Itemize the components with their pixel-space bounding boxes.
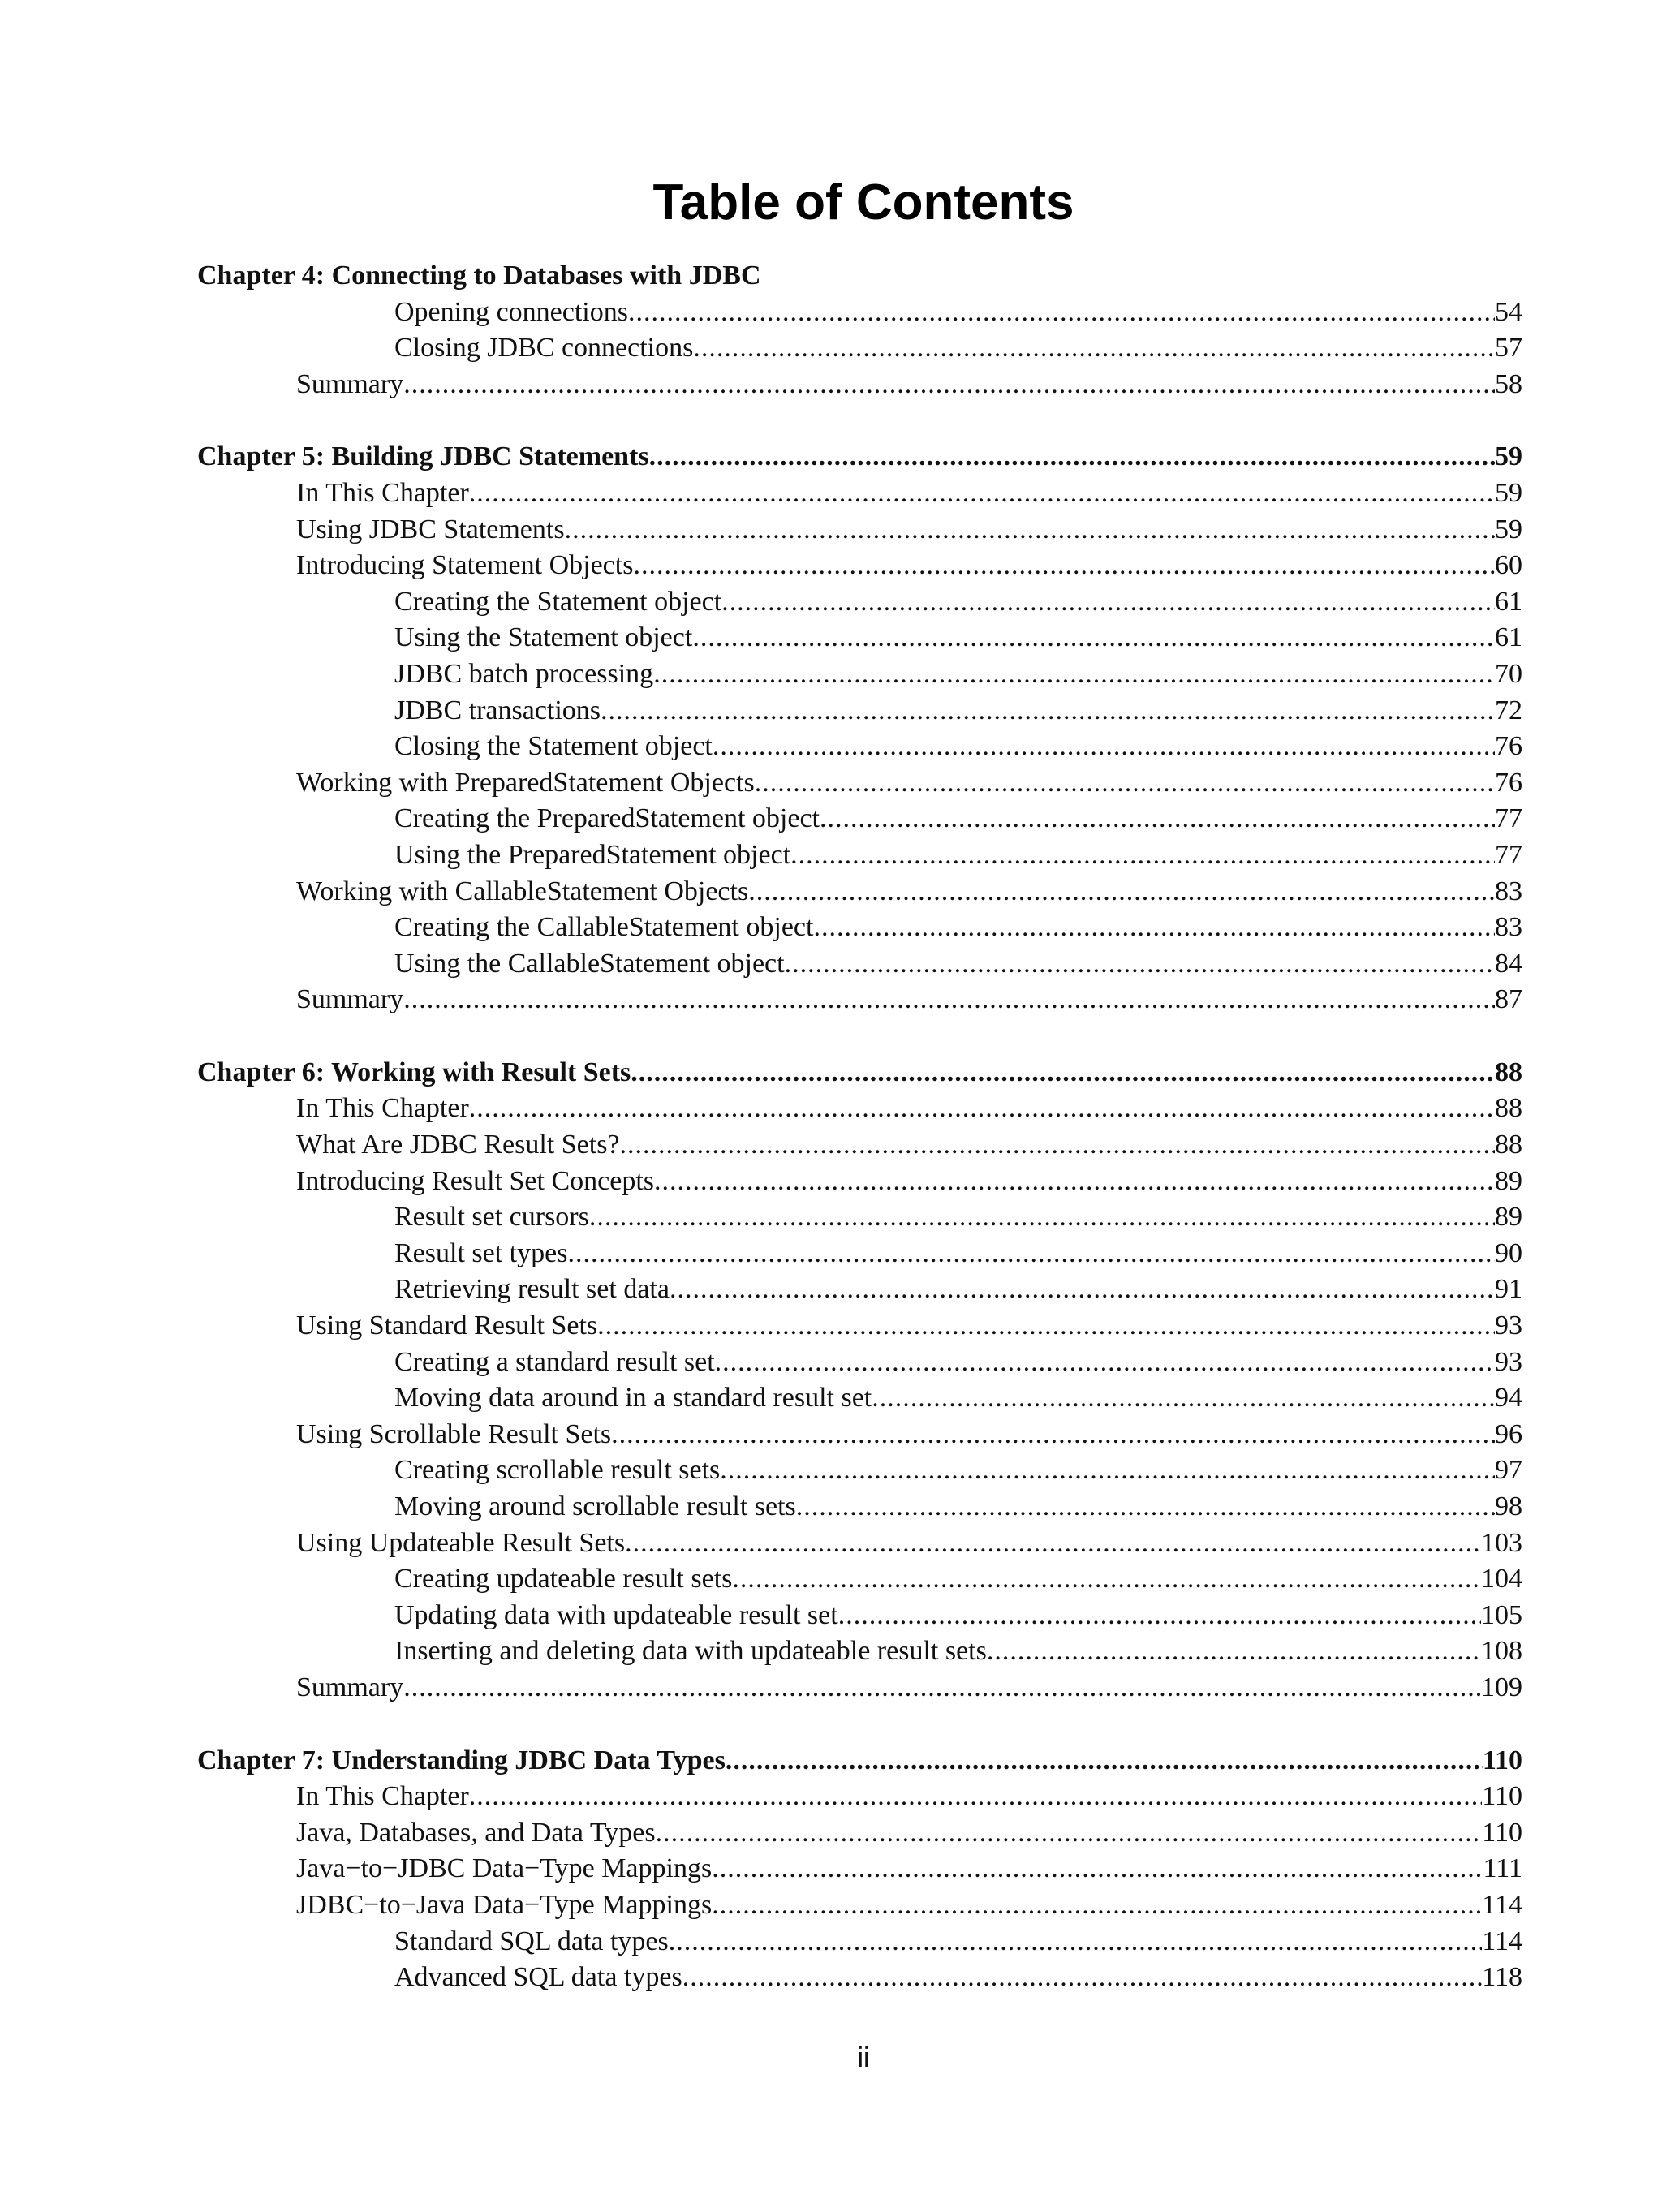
toc-entry-page: 54 (1495, 296, 1522, 327)
toc-entry-page: 90 (1495, 1237, 1522, 1268)
toc-entry (197, 1308, 1522, 1345)
toc-entry-page: 60 (1495, 550, 1522, 581)
toc-entry (197, 874, 1522, 910)
toc-entry-page: 103 (1481, 1527, 1522, 1558)
toc-entry-label: Result set cursors (394, 1202, 589, 1233)
toc-entry-label: Chapter 7: Understanding JDBC Data Types (197, 1745, 726, 1775)
chapter-spacer (197, 402, 1522, 439)
toc-entry (197, 1851, 1522, 1887)
dot-leader (713, 729, 1495, 765)
toc-entry (197, 1164, 1522, 1200)
dot-leader (633, 548, 1495, 584)
dot-leader (692, 620, 1495, 656)
dot-leader (597, 1308, 1495, 1345)
dot-leader (567, 1236, 1495, 1272)
toc-entry (197, 1924, 1522, 1960)
toc-entry (197, 1236, 1522, 1272)
toc-entry-label: Retrieving result set data (394, 1274, 670, 1305)
dot-leader (715, 1345, 1495, 1381)
toc-entry-label: What Are JDBC Result Sets? (296, 1130, 620, 1160)
dot-leader (669, 1924, 1483, 1960)
chapter-heading (197, 439, 1522, 476)
toc-entry (197, 620, 1522, 656)
toc-entry-page: 93 (1495, 1346, 1522, 1377)
dot-leader (721, 584, 1495, 621)
chapter-heading (197, 258, 1522, 295)
dot-leader (785, 946, 1495, 983)
toc-entry-page: 118 (1482, 1962, 1522, 1993)
toc-entry-label: Using Updateable Result Sets (296, 1527, 626, 1558)
toc-entry-page: 97 (1495, 1455, 1522, 1486)
toc-entry-page: 70 (1495, 658, 1522, 689)
dot-leader (712, 1887, 1482, 1924)
toc-entry (197, 765, 1522, 802)
toc-entry (197, 910, 1522, 946)
dot-leader (611, 1417, 1495, 1453)
toc-entry-label: Introducing Statement Objects (296, 550, 634, 581)
toc-entry-page: 108 (1481, 1636, 1522, 1667)
toc-entry (197, 729, 1522, 765)
toc-entry-label: In This Chapter (296, 1093, 469, 1124)
toc-entry (197, 1272, 1522, 1308)
toc-entry (197, 295, 1522, 331)
page-title: Table of Contents (652, 174, 1074, 230)
dot-leader (469, 1091, 1495, 1127)
dot-leader (682, 1960, 1483, 1996)
toc-entry (197, 1526, 1522, 1562)
toc-entry-label: JDBC transactions (394, 695, 601, 725)
toc-entry (197, 1127, 1522, 1164)
toc-entry-page: 114 (1482, 1926, 1522, 1956)
toc-entry-page: 58 (1495, 368, 1522, 399)
toc-entry-page: 94 (1495, 1383, 1522, 1414)
toc-entry-page: 84 (1495, 948, 1522, 979)
toc-entry (197, 1633, 1522, 1670)
chapter-heading (197, 1743, 1522, 1779)
toc-entry-label: Creating the PreparedStatement object (394, 803, 820, 834)
toc-entry-page: 110 (1482, 1817, 1522, 1848)
toc-entry (197, 1960, 1522, 1996)
toc-entry-page: 105 (1481, 1599, 1522, 1630)
toc-entry-page: 83 (1495, 876, 1522, 906)
dot-leader (620, 1127, 1495, 1164)
toc-entry-page: 89 (1495, 1202, 1522, 1233)
toc-entry-page: 93 (1495, 1310, 1522, 1341)
toc-entry-label: Using the CallableStatement object (394, 948, 785, 979)
toc-entry-page: 114 (1482, 1889, 1522, 1920)
toc-entry (197, 330, 1522, 367)
toc-entry-page: 110 (1482, 1745, 1522, 1775)
toc-entry (197, 656, 1522, 693)
toc-entry-label: Closing JDBC connections (394, 333, 694, 364)
toc-entry (197, 1489, 1522, 1526)
dot-leader (565, 512, 1495, 549)
page-number: ii (857, 2042, 870, 2073)
toc-entry-page: 91 (1495, 1274, 1522, 1305)
toc-entry (197, 1345, 1522, 1381)
toc-entry-label: In This Chapter (296, 1781, 469, 1812)
toc-entry (197, 584, 1522, 621)
dot-leader (631, 1055, 1495, 1091)
toc-entry (197, 837, 1522, 874)
toc-entry-page: 109 (1481, 1672, 1522, 1702)
toc-entry-page: 111 (1483, 1853, 1522, 1884)
toc-entry-page: 77 (1495, 839, 1522, 870)
chapter-heading (197, 1055, 1522, 1091)
toc-entry-label: Summary (296, 368, 404, 399)
toc-entry-label: Working with PreparedStatement Objects (296, 767, 755, 798)
dot-leader (653, 656, 1495, 693)
dot-leader (838, 1598, 1481, 1634)
toc-entry (197, 1598, 1522, 1634)
toc-entry (197, 1887, 1522, 1924)
dot-leader (987, 1633, 1481, 1670)
toc-entry-label: Moving data around in a standard result set (394, 1383, 872, 1414)
toc-entry-page: 59 (1495, 514, 1522, 544)
toc-entry-label: Java−to−JDBC Data−Type Mappings (296, 1853, 713, 1884)
toc-entry-page: 87 (1495, 984, 1522, 1015)
toc-entry (197, 1779, 1522, 1815)
toc-entry-page: 59 (1495, 477, 1522, 508)
toc-entry-label: Using Scrollable Result Sets (296, 1418, 612, 1449)
toc-entry-label: Chapter 5: Building JDBC Statements (197, 441, 649, 472)
toc-entry-label: Using Standard Result Sets (296, 1310, 598, 1341)
toc-entry-label: JDBC batch processing (394, 658, 654, 689)
toc-entry-label: Creating scrollable result sets (394, 1455, 721, 1486)
toc-entry-page: 89 (1495, 1165, 1522, 1196)
dot-leader (693, 330, 1495, 367)
toc-entry-page: 104 (1481, 1564, 1522, 1594)
toc-entry-label: Java, Databases, and Data Types (296, 1817, 656, 1848)
toc-entry-label: Creating the Statement object (394, 586, 722, 617)
toc-entry-page: 88 (1495, 1057, 1522, 1087)
toc-entry-label: Summary (296, 984, 404, 1015)
toc-entry-page: 88 (1495, 1093, 1522, 1124)
toc-entry (197, 1380, 1522, 1417)
dot-leader (469, 1779, 1482, 1815)
toc-entry-page: 57 (1495, 333, 1522, 364)
toc-entry-label: Creating updateable result sets (394, 1564, 733, 1594)
dot-leader (656, 1815, 1483, 1852)
toc-entry-label: JDBC−to−Java Data−Type Mappings (296, 1889, 713, 1920)
toc-entry (197, 1815, 1522, 1852)
dot-leader (796, 1489, 1495, 1526)
dot-leader (589, 1199, 1495, 1236)
toc-entry-page: 98 (1495, 1491, 1522, 1521)
toc-entry (197, 367, 1522, 403)
toc-entry-label: Creating the CallableStatement object (394, 912, 814, 943)
toc-entry (197, 476, 1522, 512)
dot-leader (625, 1526, 1481, 1562)
toc-entry-label: Closing the Statement object (394, 731, 713, 762)
toc-entry-label: Updating data with updateable result set (394, 1599, 838, 1630)
dot-leader (712, 1851, 1483, 1887)
chapter-spacer (197, 1018, 1522, 1055)
dot-leader (403, 367, 1495, 403)
toc-entry (197, 1670, 1522, 1706)
toc-entry-label: Result set types (394, 1237, 568, 1268)
toc-entry-label: Using JDBC Statements (296, 514, 565, 544)
dot-leader (649, 439, 1495, 476)
toc-entry-label: Chapter 6: Working with Result Sets (197, 1057, 631, 1087)
toc-entry (197, 801, 1522, 837)
dot-leader (790, 837, 1495, 874)
toc-entry (197, 693, 1522, 729)
toc-entry (197, 1091, 1522, 1127)
toc-entry-label: Summary (296, 1672, 404, 1702)
toc-entry-label: Moving around scrollable result sets (394, 1491, 796, 1521)
dot-leader (820, 801, 1495, 837)
dot-leader (872, 1380, 1495, 1417)
dot-leader (670, 1272, 1495, 1308)
toc-entry-label: Standard SQL data types (394, 1926, 669, 1956)
toc-entry-page: 77 (1495, 803, 1522, 834)
dot-leader (403, 1670, 1481, 1706)
toc-entry-page: 59 (1495, 441, 1522, 472)
toc-entry-label: In This Chapter (296, 477, 469, 508)
toc-entry (197, 548, 1522, 584)
dot-leader (732, 1561, 1481, 1598)
toc-entry (197, 1452, 1522, 1489)
toc-entry (197, 1561, 1522, 1598)
dot-leader (628, 295, 1495, 331)
dot-leader (469, 476, 1495, 512)
toc-entry-page: 72 (1495, 695, 1522, 725)
toc-entry-label: Advanced SQL data types (394, 1962, 682, 1993)
toc-entry-page: 61 (1495, 622, 1522, 653)
toc-entry (197, 1417, 1522, 1453)
dot-leader (813, 910, 1495, 946)
toc-entry-page: 88 (1495, 1130, 1522, 1160)
toc-entry-page: 76 (1495, 731, 1522, 762)
toc-entry-label: Using the Statement object (394, 622, 693, 653)
toc-entry (197, 1199, 1522, 1236)
chapter-spacer (197, 1706, 1522, 1743)
toc-entry (197, 982, 1522, 1018)
toc-entry-label: Inserting and deleting data with updateable result sets (394, 1636, 987, 1667)
dot-leader (755, 765, 1495, 802)
toc-entry (197, 946, 1522, 983)
toc-entry-label: Creating a standard result set (394, 1346, 715, 1377)
toc-entry-page: 61 (1495, 586, 1522, 617)
toc-entry-page: 83 (1495, 912, 1522, 943)
dot-leader (726, 1743, 1483, 1779)
dot-leader (403, 982, 1495, 1018)
toc-entry-label: Chapter 4: Connecting to Databases with JDBC (197, 260, 761, 290)
table-of-contents (197, 258, 1522, 1996)
dot-leader (720, 1452, 1495, 1489)
toc-entry-label: Using the PreparedStatement object (394, 839, 791, 870)
dot-leader (654, 1164, 1495, 1200)
dot-leader (601, 693, 1495, 729)
toc-entry-label: Opening connections (394, 296, 628, 327)
toc-entry-page: 110 (1482, 1781, 1522, 1812)
toc-entry-label: Introducing Result Set Concepts (296, 1165, 655, 1196)
toc-entry-page: 76 (1495, 767, 1522, 798)
dot-leader (748, 874, 1495, 910)
toc-entry-page: 96 (1495, 1418, 1522, 1449)
toc-entry (197, 512, 1522, 549)
toc-entry-label: Working with CallableStatement Objects (296, 876, 749, 906)
